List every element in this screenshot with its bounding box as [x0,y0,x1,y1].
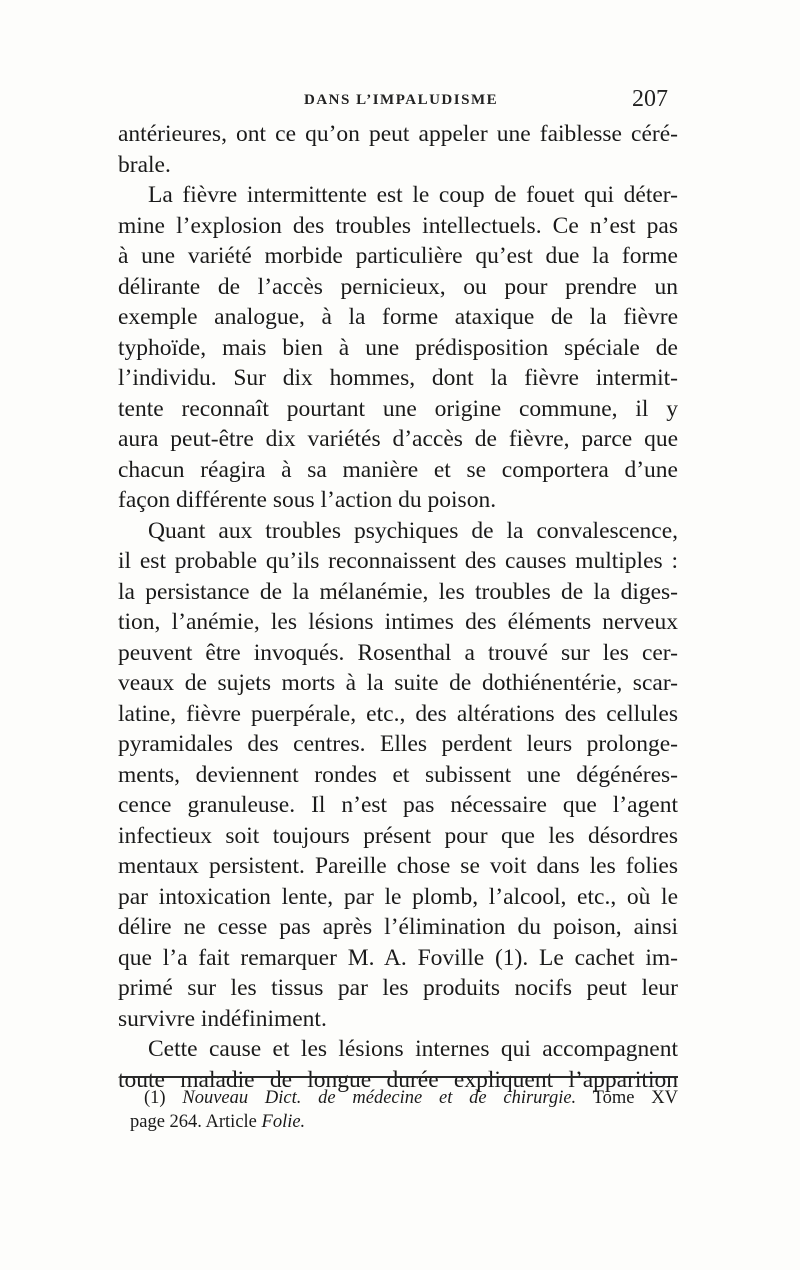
text-line: cence granuleuse. Il n’est pas nécessaire que l’agent [118,792,678,818]
text-line: que l’a fait remarquer M. A. Foville (1). Le cachet im- [118,944,678,971]
footnote-marker: (1) [144,1088,166,1108]
text-line: Quant aux troubles psychiques de la convalescence, [148,517,678,544]
text-line: veaux de sujets morts à la suite de dothiénentérie, scar- [118,670,678,696]
text-line: exemple analogue, à la forme ataxique de la fièvre [118,304,678,330]
running-title: DANS L’IMPALUDISME [304,92,499,108]
text-line: à une variété morbide particulière qu’est due la forme [118,243,678,269]
text-line: antérieures, ont ce qu’on peut appeler une faiblesse céré- [118,121,678,147]
text-line: l’individu. Sur dix hommes, dont la fièvre intermit- [118,365,678,391]
text-line: tente reconnaît pourtant une origine commune, il y [118,395,678,422]
text-line: pyramidales des centres. Elles perdent leurs prolonge- [118,731,678,757]
text-line: toute maladie de longue durée expliquent l’apparition [118,1066,678,1093]
footnote-line [130,1110,678,1134]
footnote-page-ref: page 264. Article [130,1112,257,1132]
text-line: La fièvre intermittente est le coup de fouet qui déter- [148,182,678,208]
text-line: il est probable qu’ils reconnaissent des causes multiples : [118,548,678,574]
page-header [118,86,678,116]
text-line: latine, fièvre puerpérale, etc., des altérations des cellules [118,700,678,727]
text-line: Cette cause et les lésions internes qui accompagnent [148,1036,678,1062]
footnote-source-title: Nouveau Dict. de médecine et de chirurgie. [182,1088,577,1108]
footnote [130,1086,678,1134]
text-line: mentaux persistent. Pareille chose se voit dans les folies [118,853,678,879]
body-text [118,119,678,1095]
footnote-divider [120,1076,678,1078]
text-line: chacun réagira à sa manière et se comportera d’une [118,456,678,483]
footnote-tome: Tome XV [592,1088,678,1108]
footnote-article: Folie. [261,1112,306,1132]
text-line: typhoïde, mais bien à une prédisposition spéciale de [118,334,678,361]
text-line: tion, l’anémie, les lésions intimes des éléments nerveux [118,609,678,635]
text-line: délire ne cesse pas après l’élimination du poison, ainsi [118,914,678,940]
footnote-line [130,1086,678,1110]
text-line: primé sur les tissus par les produits nocifs peut leur [118,975,678,1001]
text-line: par intoxication lente, par le plomb, l’alcool, etc., où le [118,883,678,910]
text-line: survivre indéfiniment. [118,1005,327,1032]
text-line: la persistance de la mélanémie, les troubles de la diges- [118,578,678,605]
text-line: façon différente sous l’action du poison. [118,487,497,513]
page-number: 207 [632,86,668,112]
text-line: infectieux soit toujours présent pour que les désordres [118,822,678,849]
text-line: aura peut-être dix variétés d’accès de fièvre, parce que [118,426,678,452]
text-line: brale. [118,151,171,178]
text-line: mine l’explosion des troubles intellectuels. Ce n’est pas [118,212,678,239]
text-line: ments, deviennent rondes et subissent une dégénéres- [118,761,678,788]
text-line: délirante de l’accès pernicieux, ou pour prendre un [118,273,678,300]
text-line: peuvent être invoqués. Rosenthal a trouvé sur les cer- [118,639,678,666]
